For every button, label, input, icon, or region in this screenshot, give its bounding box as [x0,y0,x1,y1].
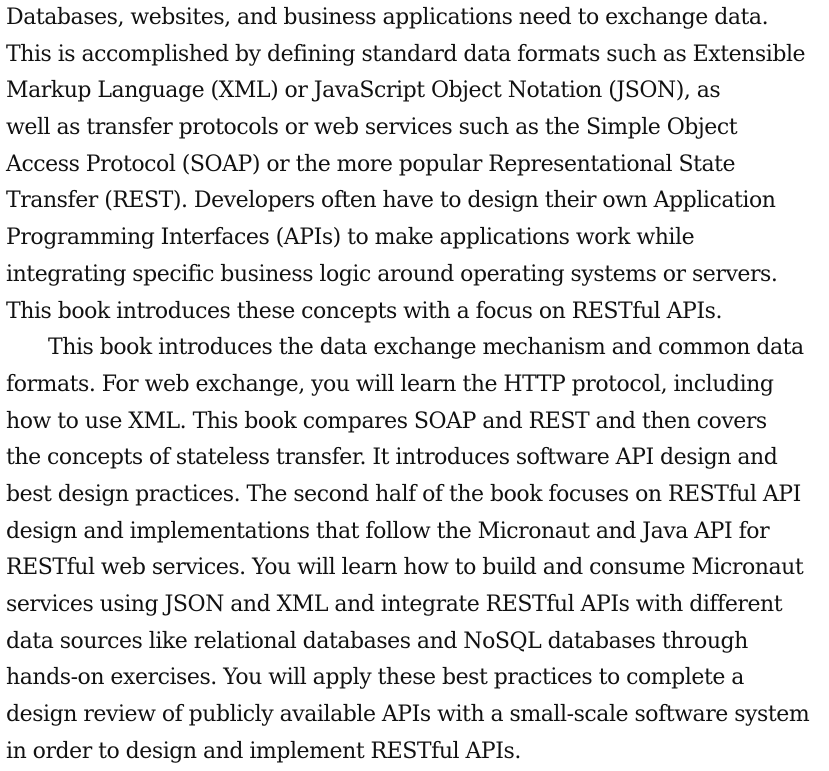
paragraph-overview [6,330,829,770]
text-line: in order to design and implement RESTful APIs. [6,738,521,764]
text-line: This book introduces these concepts with a focus on RESTful APIs. [6,298,723,324]
text-line: Access Protocol (SOAP) or the more popular Representational State [6,151,736,177]
text-line: services using JSON and XML and integrate RESTful APIs with different [6,592,783,617]
text-line: This is accomplished by defining standard data formats such as Extensible [6,41,806,67]
text-line: RESTful web services. You will learn how to build and consume Micronaut [6,555,804,581]
text-line: formats. For web exchange, you will learn the HTTP protocol, including [6,371,774,397]
text-line: well as transfer protocols or web services such as the Simple Object [6,115,738,141]
text-line: design review of publicly available APIs with a small-scale software system [6,702,810,728]
text-line: the concepts of stateless transfer. It introduces software API design and [6,445,778,471]
text-line: hands-on exercises. You will apply these best practices to complete a [6,665,744,691]
text-line: data sources like relational databases and NoSQL databases through [6,628,748,654]
text-line: Databases, websites, and business applications need to exchange data. [6,5,769,30]
paragraph-intro [6,0,829,330]
document-page [6,0,829,770]
text-line: integrating specific business logic around operating systems or servers. [6,261,778,287]
text-line: Transfer (REST). Developers often have to design their own Application [6,188,776,214]
text-line-indented: This book introduces the data exchange mechanism and common data [48,335,804,361]
text-line: design and implementations that follow the Micronaut and Java API for [6,518,770,544]
text-line: Programming Interfaces (APIs) to make applications work while [6,225,695,251]
text-line: how to use XML. This book compares SOAP and REST and then covers [6,408,767,434]
text-line: Markup Language (XML) or JavaScript Object Notation (JSON), as [6,78,721,104]
text-line: best design practices. The second half of the book focuses on RESTful API [6,481,801,507]
